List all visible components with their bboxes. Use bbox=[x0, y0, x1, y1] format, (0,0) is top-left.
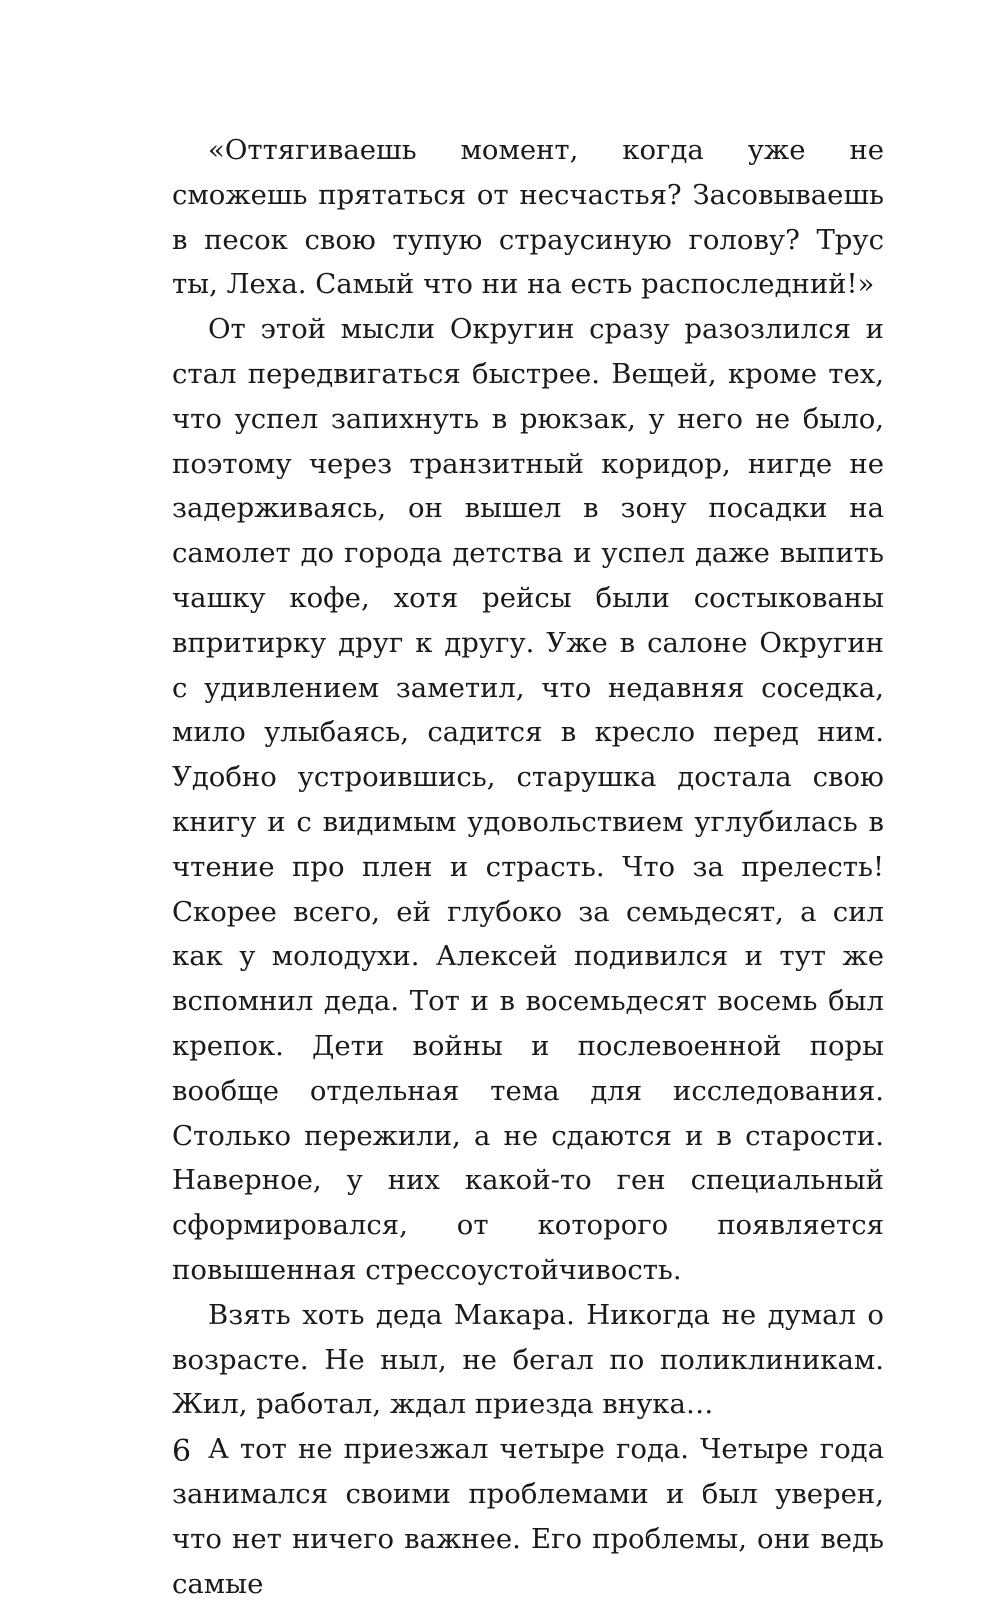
paragraph: От этой мысли Округин сразу разозлился и стал передвигаться быстрее. Вещей, кроме тех, что успел запихнуть в рюкзак, у него не было, поэтому через транзитный коридор, нигде не задерживаясь, он вышел в зону посадки на самолет до города детства и успел даже выпить чашку кофе, хотя рейсы были состыкованы впритирку друг к другу. Уже в салоне Округин с удивлением заметил, что недавняя соседка, мило улыбаясь, садится в кресло перед ним. Удобно устроившись, старушка достала свою книгу и с видимым удовольствием углубилась в чтение про плен и страсть. Что за прелесть! Скорее всего, ей глубоко за семьдесят, а сил как у молодухи. Алексей подивился и тут же вспомнил деда. Тот и в восемьдесят восемь был крепок. Дети войны и послевоенной поры вообще отдельная тема для исследования. Столько пережили, а не сдаются и в старости. Наверное, у них какой-то ген специальный сформировался, от которого появляется повышенная стрессоустойчивость. bbox=[172, 313, 884, 1286]
paragraph: Взять хоть деда Макара. Никогда не думал о возрасте. Не ныл, не бегал по поликлиникам. Жил, работал, ждал приезда внука… bbox=[172, 1298, 884, 1421]
paragraph: А тот не приезжал четыре года. Четыре года занимался своими проблемами и был уверен, что нет ничего важнее. Его проблемы, они ведь самые bbox=[172, 1433, 884, 1600]
paragraph: «Оттягиваешь момент, когда уже не сможешь прятаться от несчастья? Засовываешь в песок свою тупую страусиную голову? Трус ты, Леха. Самый что ни на есть распоследний!» bbox=[172, 134, 884, 301]
body-text bbox=[172, 128, 884, 1606]
page-number: 6 bbox=[172, 1434, 192, 1469]
